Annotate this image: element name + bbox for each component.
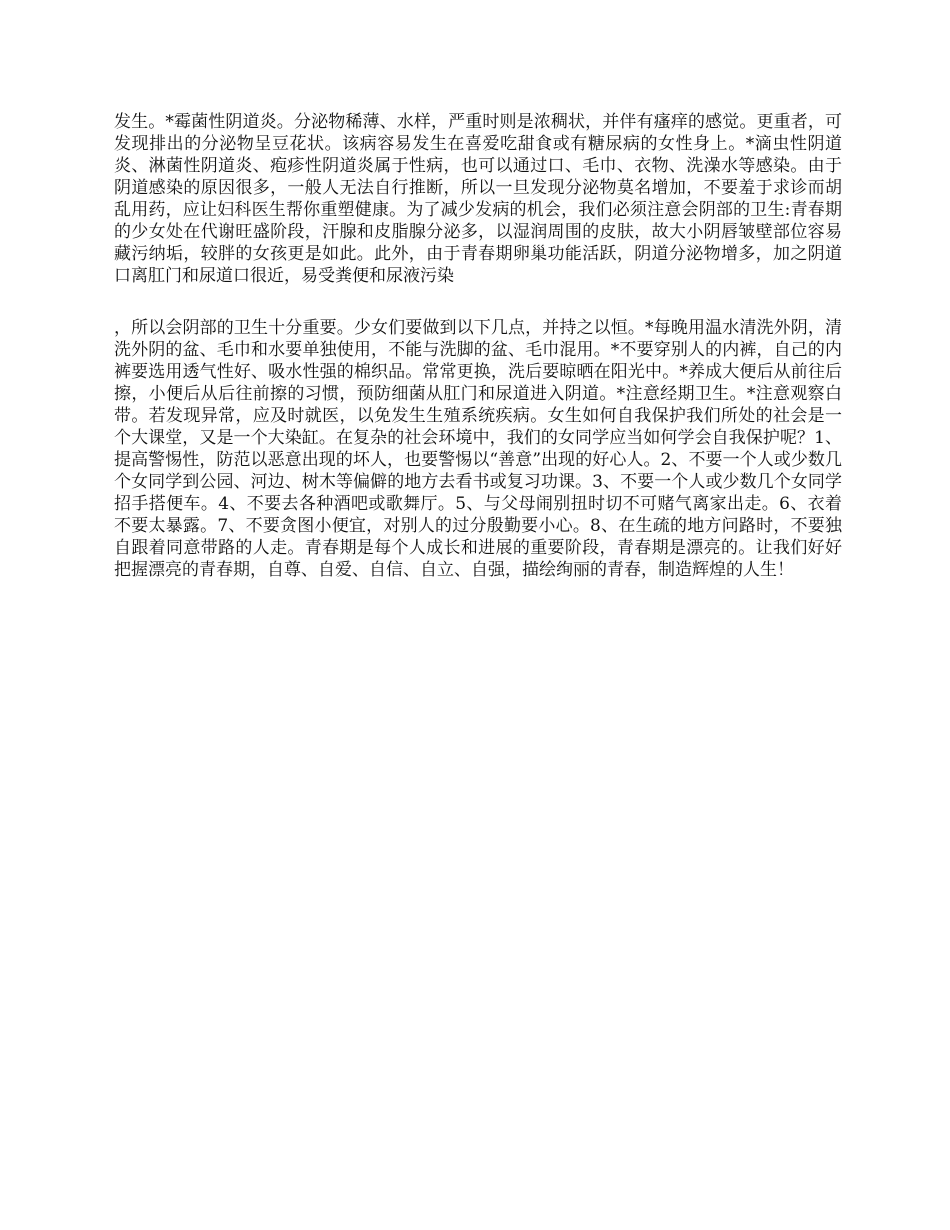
paragraph-2: ，所以会阴部的卫生十分重要。少女们要做到以下几点，并持之以恒。*每晚用温水清洗外阴，清洗外阴的盆、毛巾和水要单独使用，不能与洗脚的盆、毛巾混用。*不要穿别人的内裤，自己的内裤要选用透气性好、吸水性强的棉织品。常常更换，洗后要晾晒在阳光中。*养成大便后从前往后擦，小便后从后往前擦的习惯，预防细菌从肛门和尿道进入阴道。*注意经期卫生。*注意观察白带。若发现异常，应及时就医，以免发生生殖系统疾病。女生如何自我保护我们所处的社会是一个大课堂，又是一个大染缸。在复杂的社会环境中，我们的女同学应当如何学会自我保护呢？1、提高警惕性，防范以恶意出现的坏人，也要警惕以“善意”出现的好心人。2、不要一个人或少数几个女同学到公园、河边、树木等偏僻的地方去看书或复习功课。3、不要一个人或少数几个女同学招手搭便车。4、不要去各种酒吧或歌舞厅。5、与父母闹别扭时切不可赌气离家出走。6、衣着不要太暴露。7、不要贪图小便宜，对别人的过分殷勤要小心。8、在生疏的地方问路时，不要独自跟着同意带路的人走。青春期是每个人成长和进展的重要阶段，青春期是漂亮的。让我们好好把握漂亮的青春期，自尊、自爱、自信、自立、自强，描绘绚丽的青春，制造辉煌的人生！	[114, 318, 842, 580]
paragraph-1: 发生。*霉菌性阴道炎。分泌物稀薄、水样，严重时则是浓稠状，并伴有瘙痒的感觉。更重者，可发现排出的分泌物呈豆花状。该病容易发生在喜爱吃甜食或有糖尿病的女性身上。*滴虫性阴道炎、淋菌性阴道炎、疱疹性阴道炎属于性病，也可以通过口、毛巾、衣物、洗澡水等感染。由于阴道感染的原因很多，一般人无法自行推断，所以一旦发现分泌物莫名增加，不要羞于求诊而胡乱用药，应让妇科医生帮你重塑健康。为了减少发病的机会，我们必须注意会阴部的卫生:青春期的少女处在代谢旺盛阶段，汗腺和皮脂腺分泌多，以湿润周围的皮肤，故大小阴唇皱壁部位容易藏污纳垢，较胖的女孩更是如此。此外，由于青春期卵巢功能活跃，阴道分泌物增多，加之阴道口离肛门和尿道口很近，易受粪便和尿液污染	[114, 112, 842, 286]
document-body	[114, 111, 842, 581]
